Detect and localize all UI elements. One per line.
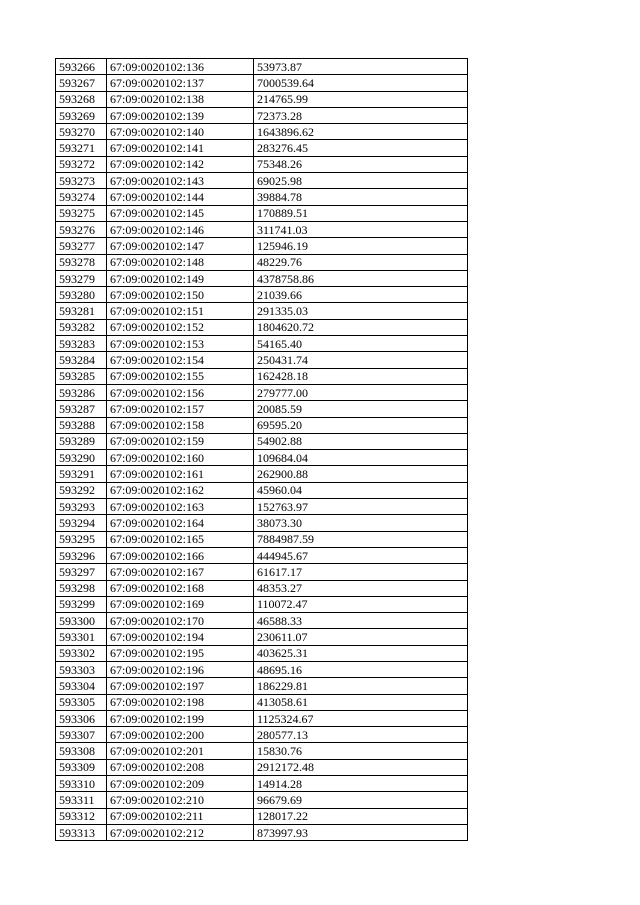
row-id-cell: 593287: [56, 401, 107, 417]
row-id-cell: 593269: [56, 107, 107, 123]
value-cell: 230611.07: [254, 629, 468, 645]
table-row: [56, 156, 468, 172]
cadastral-number-cell: 67:09:0020102:199: [107, 710, 254, 726]
cadastral-number-cell: 67:09:0020102:148: [107, 254, 254, 270]
row-id-cell: 593272: [56, 156, 107, 172]
table-row: [56, 547, 468, 563]
value-cell: 1643896.62: [254, 124, 468, 140]
row-id-cell: 593275: [56, 205, 107, 221]
cadastral-number-cell: 67:09:0020102:198: [107, 694, 254, 710]
row-id-cell: 593273: [56, 173, 107, 189]
value-cell: 444945.67: [254, 547, 468, 563]
row-id-cell: 593311: [56, 792, 107, 808]
table-row: [56, 727, 468, 743]
value-cell: 15830.76: [254, 743, 468, 759]
row-id-cell: 593313: [56, 824, 107, 840]
row-id-cell: 593298: [56, 580, 107, 596]
row-id-cell: 593307: [56, 727, 107, 743]
cadastral-number-cell: 67:09:0020102:195: [107, 645, 254, 661]
value-cell: 7884987.59: [254, 531, 468, 547]
table-row: [56, 613, 468, 629]
value-cell: 53973.87: [254, 59, 468, 75]
row-id-cell: 593280: [56, 287, 107, 303]
row-id-cell: 593300: [56, 613, 107, 629]
row-id-cell: 593308: [56, 743, 107, 759]
value-cell: 109684.04: [254, 450, 468, 466]
row-id-cell: 593305: [56, 694, 107, 710]
cadastral-number-cell: 67:09:0020102:144: [107, 189, 254, 205]
value-cell: 152763.97: [254, 499, 468, 515]
row-id-cell: 593274: [56, 189, 107, 205]
row-id-cell: 593295: [56, 531, 107, 547]
table-row: [56, 189, 468, 205]
value-cell: 403625.31: [254, 645, 468, 661]
table-row: [56, 173, 468, 189]
table-row: [56, 792, 468, 808]
table-row: [56, 580, 468, 596]
cadastral-number-cell: 67:09:0020102:146: [107, 221, 254, 237]
table-row: [56, 75, 468, 91]
table-row: [56, 401, 468, 417]
cadastral-number-cell: 67:09:0020102:163: [107, 499, 254, 515]
value-cell: 48229.76: [254, 254, 468, 270]
table-row: [56, 661, 468, 677]
value-cell: 1804620.72: [254, 319, 468, 335]
cadastral-number-cell: 67:09:0020102:141: [107, 140, 254, 156]
row-id-cell: 593268: [56, 91, 107, 107]
value-cell: 48353.27: [254, 580, 468, 596]
table-row: [56, 124, 468, 140]
table-row: [56, 140, 468, 156]
value-cell: 21039.66: [254, 287, 468, 303]
row-id-cell: 593306: [56, 710, 107, 726]
row-id-cell: 593299: [56, 596, 107, 612]
cadastral-number-cell: 67:09:0020102:152: [107, 319, 254, 335]
cadastral-number-cell: 67:09:0020102:149: [107, 270, 254, 286]
row-id-cell: 593283: [56, 336, 107, 352]
table-row: [56, 384, 468, 400]
value-cell: 291335.03: [254, 303, 468, 319]
table-row: [56, 238, 468, 254]
value-cell: 69595.20: [254, 417, 468, 433]
table-row: [56, 107, 468, 123]
cadastral-number-cell: 67:09:0020102:197: [107, 678, 254, 694]
value-cell: 413058.61: [254, 694, 468, 710]
cadastral-number-cell: 67:09:0020102:153: [107, 336, 254, 352]
value-cell: 170889.51: [254, 205, 468, 221]
table-row: [56, 287, 468, 303]
value-cell: 7000539.64: [254, 75, 468, 91]
table-row: [56, 824, 468, 840]
cadastral-number-cell: 67:09:0020102:138: [107, 91, 254, 107]
table-row: [56, 336, 468, 352]
cadastral-number-cell: 67:09:0020102:150: [107, 287, 254, 303]
cadastral-number-cell: 67:09:0020102:166: [107, 547, 254, 563]
table-row: [56, 678, 468, 694]
row-id-cell: 593302: [56, 645, 107, 661]
table-row: [56, 596, 468, 612]
cadastral-number-cell: 67:09:0020102:145: [107, 205, 254, 221]
table-row: [56, 59, 468, 75]
row-id-cell: 593304: [56, 678, 107, 694]
value-cell: 873997.93: [254, 824, 468, 840]
row-id-cell: 593294: [56, 515, 107, 531]
row-id-cell: 593309: [56, 759, 107, 775]
row-id-cell: 593303: [56, 661, 107, 677]
value-cell: 48695.16: [254, 661, 468, 677]
value-cell: 14914.28: [254, 776, 468, 792]
row-id-cell: 593312: [56, 808, 107, 824]
row-id-cell: 593270: [56, 124, 107, 140]
table-row: [56, 482, 468, 498]
value-cell: 96679.69: [254, 792, 468, 808]
cadastral-number-cell: 67:09:0020102:159: [107, 433, 254, 449]
value-cell: 39884.78: [254, 189, 468, 205]
value-cell: 186229.81: [254, 678, 468, 694]
table-row: [56, 352, 468, 368]
value-cell: 162428.18: [254, 368, 468, 384]
cadastral-number-cell: 67:09:0020102:157: [107, 401, 254, 417]
table-row: [56, 515, 468, 531]
cadastral-number-cell: 67:09:0020102:212: [107, 824, 254, 840]
row-id-cell: 593279: [56, 270, 107, 286]
row-id-cell: 593284: [56, 352, 107, 368]
cadastral-number-cell: 67:09:0020102:167: [107, 564, 254, 580]
table-row: [56, 368, 468, 384]
value-cell: 69025.98: [254, 173, 468, 189]
cadastral-number-cell: 67:09:0020102:136: [107, 59, 254, 75]
table-row: [56, 808, 468, 824]
table-row: [56, 417, 468, 433]
table-row: [56, 433, 468, 449]
table-body: [56, 59, 468, 841]
table-row: [56, 319, 468, 335]
value-cell: 46588.33: [254, 613, 468, 629]
table-row: [56, 303, 468, 319]
data-table: [55, 58, 468, 841]
cadastral-number-cell: 67:09:0020102:211: [107, 808, 254, 824]
cadastral-number-cell: 67:09:0020102:164: [107, 515, 254, 531]
value-cell: 110072.47: [254, 596, 468, 612]
cadastral-number-cell: 67:09:0020102:194: [107, 629, 254, 645]
table-row: [56, 221, 468, 237]
cadastral-number-cell: 67:09:0020102:156: [107, 384, 254, 400]
table-row: [56, 205, 468, 221]
cadastral-number-cell: 67:09:0020102:155: [107, 368, 254, 384]
row-id-cell: 593285: [56, 368, 107, 384]
row-id-cell: 593297: [56, 564, 107, 580]
cadastral-number-cell: 67:09:0020102:160: [107, 450, 254, 466]
table-row: [56, 645, 468, 661]
row-id-cell: 593271: [56, 140, 107, 156]
cadastral-number-cell: 67:09:0020102:168: [107, 580, 254, 596]
value-cell: 1125324.67: [254, 710, 468, 726]
value-cell: 4378758.86: [254, 270, 468, 286]
row-id-cell: 593288: [56, 417, 107, 433]
value-cell: 125946.19: [254, 238, 468, 254]
table-row: [56, 91, 468, 107]
table-row: [56, 743, 468, 759]
row-id-cell: 593292: [56, 482, 107, 498]
cadastral-number-cell: 67:09:0020102:151: [107, 303, 254, 319]
cadastral-number-cell: 67:09:0020102:209: [107, 776, 254, 792]
row-id-cell: 593301: [56, 629, 107, 645]
value-cell: 61617.17: [254, 564, 468, 580]
row-id-cell: 593278: [56, 254, 107, 270]
table-row: [56, 759, 468, 775]
row-id-cell: 593282: [56, 319, 107, 335]
table-row: [56, 629, 468, 645]
value-cell: 54165.40: [254, 336, 468, 352]
value-cell: 214765.99: [254, 91, 468, 107]
cadastral-number-cell: 67:09:0020102:143: [107, 173, 254, 189]
cadastral-number-cell: 67:09:0020102:139: [107, 107, 254, 123]
row-id-cell: 593296: [56, 547, 107, 563]
cadastral-number-cell: 67:09:0020102:208: [107, 759, 254, 775]
row-id-cell: 593267: [56, 75, 107, 91]
table-row: [56, 254, 468, 270]
value-cell: 2912172.48: [254, 759, 468, 775]
row-id-cell: 593276: [56, 221, 107, 237]
table-row: [56, 466, 468, 482]
cadastral-number-cell: 67:09:0020102:140: [107, 124, 254, 140]
value-cell: 311741.03: [254, 221, 468, 237]
row-id-cell: 593293: [56, 499, 107, 515]
value-cell: 283276.45: [254, 140, 468, 156]
value-cell: 75348.26: [254, 156, 468, 172]
cadastral-number-cell: 67:09:0020102:200: [107, 727, 254, 743]
table-row: [56, 499, 468, 515]
cadastral-number-cell: 67:09:0020102:170: [107, 613, 254, 629]
value-cell: 72373.28: [254, 107, 468, 123]
value-cell: 38073.30: [254, 515, 468, 531]
value-cell: 262900.88: [254, 466, 468, 482]
row-id-cell: 593266: [56, 59, 107, 75]
cadastral-number-cell: 67:09:0020102:158: [107, 417, 254, 433]
row-id-cell: 593289: [56, 433, 107, 449]
cadastral-number-cell: 67:09:0020102:196: [107, 661, 254, 677]
table-row: [56, 531, 468, 547]
cadastral-number-cell: 67:09:0020102:210: [107, 792, 254, 808]
value-cell: 20085.59: [254, 401, 468, 417]
table-row: [56, 270, 468, 286]
row-id-cell: 593290: [56, 450, 107, 466]
table-row: [56, 564, 468, 580]
cadastral-number-cell: 67:09:0020102:169: [107, 596, 254, 612]
table-row: [56, 776, 468, 792]
cadastral-number-cell: 67:09:0020102:162: [107, 482, 254, 498]
value-cell: 250431.74: [254, 352, 468, 368]
value-cell: 45960.04: [254, 482, 468, 498]
row-id-cell: 593281: [56, 303, 107, 319]
cadastral-number-cell: 67:09:0020102:201: [107, 743, 254, 759]
cadastral-number-cell: 67:09:0020102:165: [107, 531, 254, 547]
table-row: [56, 450, 468, 466]
row-id-cell: 593277: [56, 238, 107, 254]
table-row: [56, 710, 468, 726]
row-id-cell: 593291: [56, 466, 107, 482]
cadastral-number-cell: 67:09:0020102:137: [107, 75, 254, 91]
cadastral-number-cell: 67:09:0020102:147: [107, 238, 254, 254]
value-cell: 128017.22: [254, 808, 468, 824]
row-id-cell: 593286: [56, 384, 107, 400]
value-cell: 54902.88: [254, 433, 468, 449]
cadastral-number-cell: 67:09:0020102:142: [107, 156, 254, 172]
row-id-cell: 593310: [56, 776, 107, 792]
cadastral-number-cell: 67:09:0020102:161: [107, 466, 254, 482]
table-row: [56, 694, 468, 710]
cadastral-number-cell: 67:09:0020102:154: [107, 352, 254, 368]
value-cell: 280577.13: [254, 727, 468, 743]
value-cell: 279777.00: [254, 384, 468, 400]
